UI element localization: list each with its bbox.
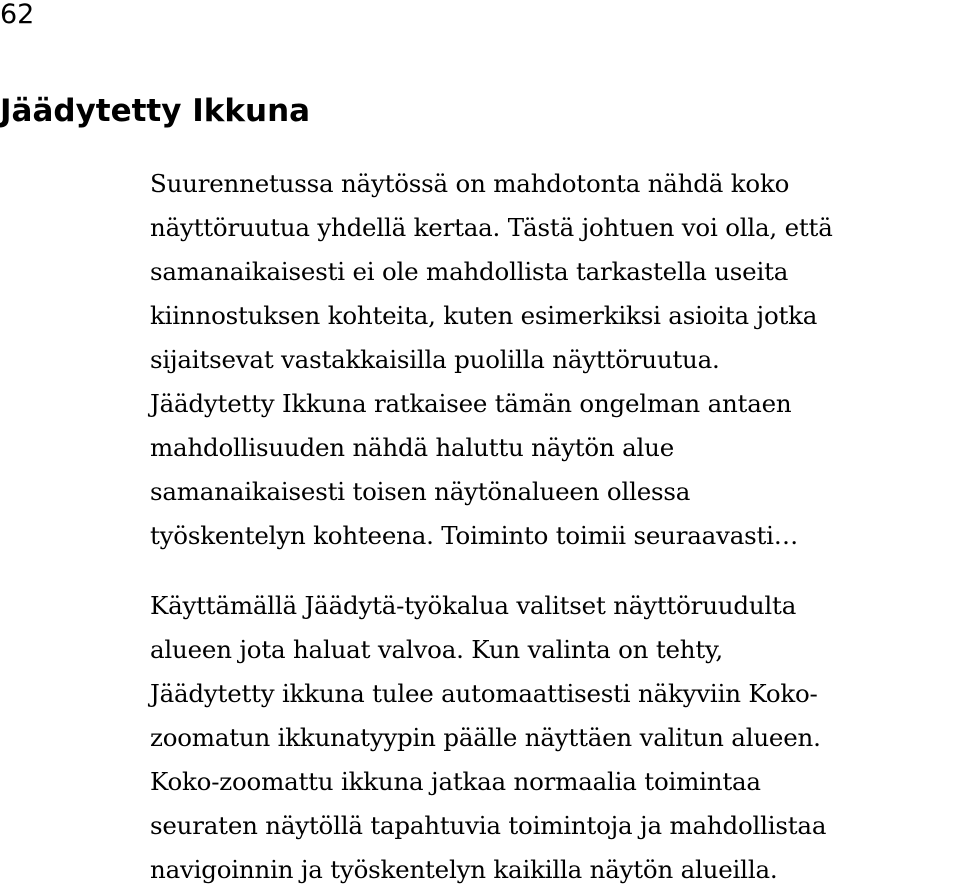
text-line: seuraten näytöllä tapahtuvia toimintoja ja mahdollistaa <box>150 811 827 840</box>
page-number: 62 <box>0 0 35 30</box>
text-line: kiinnostuksen kohteita, kuten esimerkiksi asioita jotka <box>150 301 818 330</box>
text-line: Jäädytetty Ikkuna ratkaisee tämän ongelman antaen <box>150 389 792 418</box>
text-line: samanaikaisesti ei ole mahdollista tarkastella useita <box>150 257 789 286</box>
text-line: navigoinnin ja työskentelyn kaikilla näytön alueilla. <box>150 855 778 884</box>
text-line: sijaitsevat vastakkaisilla puolilla näyttöruutua. <box>150 345 720 374</box>
paragraph-usage <box>150 584 960 892</box>
text-line: Suurennetussa näytössä on mahdotonta nähdä koko <box>150 169 790 198</box>
text-line: samanaikaisesti toisen näytönalueen ollessa <box>150 477 691 506</box>
text-line: mahdollisuuden nähdä haluttu näytön alue <box>150 433 675 462</box>
paragraph-intro <box>150 162 960 558</box>
text-line: alueen jota haluat valvoa. Kun valinta on tehty, <box>150 635 723 664</box>
page-title: Jäädytetty Ikkuna <box>0 93 311 129</box>
text-line: zoomatun ikkunatyypin päälle näyttäen valitun alueen. <box>150 723 821 752</box>
text-line: Koko-zoomattu ikkuna jatkaa normaalia toimintaa <box>150 767 761 796</box>
text-line: Käyttämällä Jäädytä-työkalua valitset näyttöruudulta <box>150 591 797 620</box>
text-line: näyttöruutua yhdellä kertaa. Tästä johtuen voi olla, että <box>150 213 833 242</box>
text-line: Jäädytetty ikkuna tulee automaattisesti näkyviin Koko- <box>150 679 818 708</box>
text-line: työskentelyn kohteena. Toiminto toimii seuraavasti… <box>150 521 799 550</box>
